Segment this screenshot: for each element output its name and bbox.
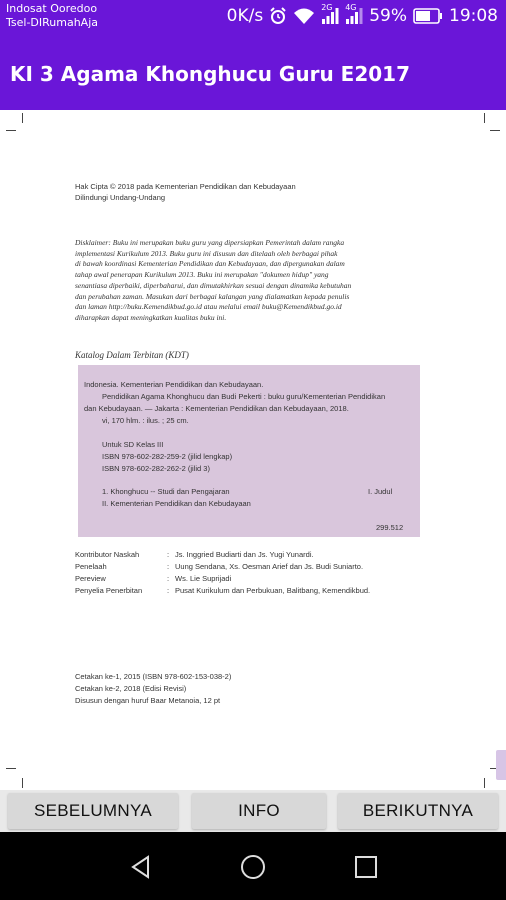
disclaimer-line: senantiasa diperbaiki, diperbaharui, dan dimutakhirkan sesuai dengan dinamika kebutuhan [75, 280, 352, 290]
network-type-1: 2G [321, 3, 333, 12]
kdt-line: Pendidikan Agama Khonghucu dan Budi Pekerti : buku guru/Kementerian Pendidikan [102, 392, 386, 401]
crop-mark [22, 113, 23, 123]
carrier-1: Indosat Ooredoo [6, 2, 98, 15]
document-page[interactable] [0, 110, 506, 790]
disclaimer-line: dan laman http://buku.Kemendikbud.go.id atau melalui email buku@Kemendikbud.go.id [75, 302, 342, 312]
scroll-handle[interactable] [496, 750, 506, 780]
kdt-line: ISBN 978-602-282-259-2 (jilid lengkap) [102, 452, 233, 461]
next-button[interactable]: BERIKUTNYA [338, 793, 498, 829]
kdt-line: 1. Khonghucu -- Studi dan Pengajaran [102, 487, 230, 496]
crop-mark [6, 130, 16, 131]
disclaimer-line: implementasi Kurikulum 2013. Buku guru ini disusun dan ditelaah oleh berbagai pihak [75, 248, 338, 258]
credit-sep: : [167, 586, 170, 595]
system-nav-bar [0, 832, 506, 900]
info-button[interactable]: INFO [192, 793, 326, 829]
kdt-line: dan Kebudayaan. — Jakarta : Kementerian Pendidikan dan Kebudayaan, 2018. [84, 404, 349, 413]
disclaimer-line: dan perubahan zaman. Masukan dari berbagai kalangan yang dialamatkan kepada penulis [75, 291, 350, 301]
credit-name: Uung Sendana, Xs. Oesman Arief dan Js. Budi Suniarto. [175, 562, 364, 571]
crop-mark [22, 778, 23, 788]
credit-role: Kontributor Naskah [75, 550, 140, 559]
signal-2 [345, 3, 363, 24]
network-type-2: 4G [345, 3, 357, 12]
recents-icon[interactable] [353, 854, 379, 880]
disclaimer [75, 238, 421, 324]
print-line: Cetakan ke-1, 2015 (ISBN 978-602-153-038-2) [75, 672, 232, 681]
network-speed: 0K/s [226, 6, 264, 26]
disclaimer-line: tahap awal penerapan Kurikulum 2013. Buku ini merupakan "dokumen hidup" yang [75, 270, 329, 280]
crop-mark [484, 113, 485, 123]
battery-percent: 59% [369, 6, 407, 26]
kdt-line: 299.512 [376, 523, 404, 532]
credit-row [75, 562, 425, 574]
credit-row [75, 550, 425, 562]
disclaimer-line: Disklaimer: Buku ini merupakan buku guru yang dipersiapkan Pemerintah dalam rangka [75, 238, 345, 247]
battery-icon [413, 8, 443, 24]
kdt-title: Katalog Dalam Terbitan (KDT) [75, 350, 189, 360]
kdt-line: I. Judul [368, 487, 393, 496]
alarm-icon [269, 7, 287, 25]
credit-name: Ws. Lie Suprijadi [175, 574, 232, 583]
crop-mark [490, 130, 500, 131]
print-line: Disusun dengan huruf Baar Metanoia, 12 pt [75, 696, 221, 705]
disclaimer-line: di bawah koordinasi Kementerian Pendidikan dan Kebudayaan, dan dipergunakan dalam [75, 259, 345, 269]
credit-role: Penelaah [75, 562, 107, 571]
wifi-icon [293, 7, 315, 25]
disclaimer-line: diharapkan dapat meningkatkan kualitas buku ini. [75, 312, 227, 322]
credit-row [75, 586, 425, 598]
clock: 19:08 [449, 6, 498, 26]
copyright-line: Hak Cipta © 2018 pada Kementerian Pendidikan dan Kebudayaan [75, 182, 296, 191]
kdt-box [78, 365, 420, 537]
previous-button[interactable]: SEBELUMNYA [8, 793, 178, 829]
app-title: KI 3 Agama Khonghucu Guru E2017 [10, 62, 410, 86]
kdt-line: Untuk SD Kelas III [102, 440, 164, 449]
crop-mark [6, 768, 16, 769]
app-bar [0, 34, 506, 110]
print-line: Cetakan ke-2, 2018 (Edisi Revisi) [75, 684, 187, 693]
status-icons [226, 3, 498, 26]
protected-line: Dilindungi Undang-Undang [75, 193, 166, 202]
credit-name: Js. Inggried Budiarti dan Js. Yugi Yunardi. [175, 550, 314, 559]
credit-sep: : [167, 574, 170, 583]
carrier-info [6, 2, 98, 30]
credit-role: Pereview [75, 574, 106, 583]
credit-name: Pusat Kurikulum dan Perbukuan, Balitbang, Kemendikbud. [175, 586, 371, 595]
credit-sep: : [167, 550, 170, 559]
signal-1 [321, 3, 339, 24]
carrier-2: Tsel-DIRumahAja [6, 16, 99, 29]
kdt-line: Indonesia. Kementerian Pendidikan dan Kebudayaan. [84, 380, 264, 389]
navigation-buttons [0, 790, 506, 832]
back-icon[interactable] [128, 854, 154, 880]
crop-mark [484, 778, 485, 788]
kdt-line: II. Kementerian Pendidikan dan Kebudayaan [102, 499, 251, 508]
credit-sep: : [167, 562, 170, 571]
home-icon[interactable] [240, 854, 266, 880]
credit-row [75, 574, 425, 586]
kdt-line: vi, 170 hlm. : ilus. ; 25 cm. [102, 416, 189, 425]
status-bar [0, 0, 506, 34]
credits-table [75, 550, 425, 598]
kdt-line: ISBN 978-602-282-262-2 (jilid 3) [102, 464, 210, 473]
credit-role: Penyelia Penerbitan [75, 586, 143, 595]
